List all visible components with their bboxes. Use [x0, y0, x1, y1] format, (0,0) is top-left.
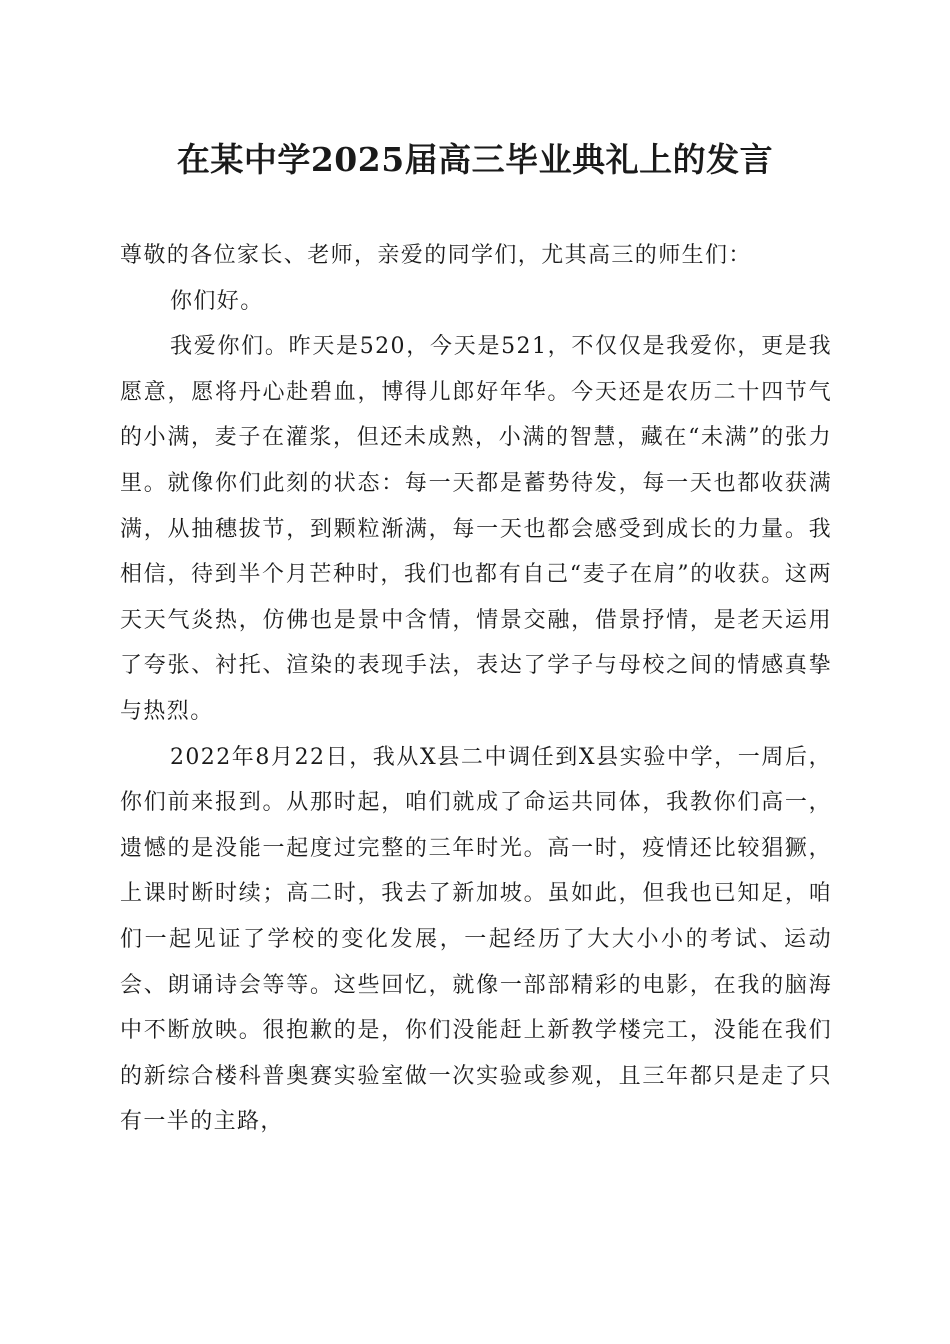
document-title: 在某中学2025届高三毕业典礼上的发言	[176, 140, 774, 179]
salutation: 尊敬的各位家长、老师，亲爱的同学们，尤其高三的师生们：	[120, 243, 752, 268]
paragraph-love: 我爱你们。昨天是520，今天是521，不仅仅是我爱你，更是我愿意，愿将丹心赴碧血，博得儿郎好年华。今天还是农历二十四节气的小满，麦子在灌浆，但还未成熟，小满的智慧，藏在“未满”的张力里。就像你们此刻的状态：每一天都是蓄势待发，每一天也都收获满满，从抽穗拔节，到颗粒渐满，每一天也都会感受到成长的力量。我相信，待到半个月芒种时，我们也都有自己“麦子在肩”的收获。这两天天气炎热，仿佛也是景中含情，情景交融，借景抒情，是老天运用了夸张、衬托、渲染的表现手法，表达了学子与母校之间的情感真挚与热烈。	[120, 334, 832, 724]
paragraph-greeting: 你们好。	[170, 288, 264, 314]
paragraph-memories: 2022年8月22日，我从X县二中调任到X县实验中学，一周后，你们前来报到。从那时起，咱们就成了命运共同体，我教你们高一，遗憾的是没能一起度过完整的三年时光。高一时，疫情还比较猖獗，上课时断时续；高二时，我去了新加坡。虽如此，但我也已知足，咱们一起见证了学校的变化发展，一起经历了大大小小的考试、运动会、朗诵诗会等等。这些回忆，就像一部部精彩的电影，在我的脑海中不断放映。很抱歉的是，你们没能赶上新教学楼完工，没能在我们的新综合楼科普奥赛实验室做一次实验或参观，且三年都只是走了只有一半的主路，	[120, 744, 832, 1135]
document-body	[120, 233, 832, 1145]
